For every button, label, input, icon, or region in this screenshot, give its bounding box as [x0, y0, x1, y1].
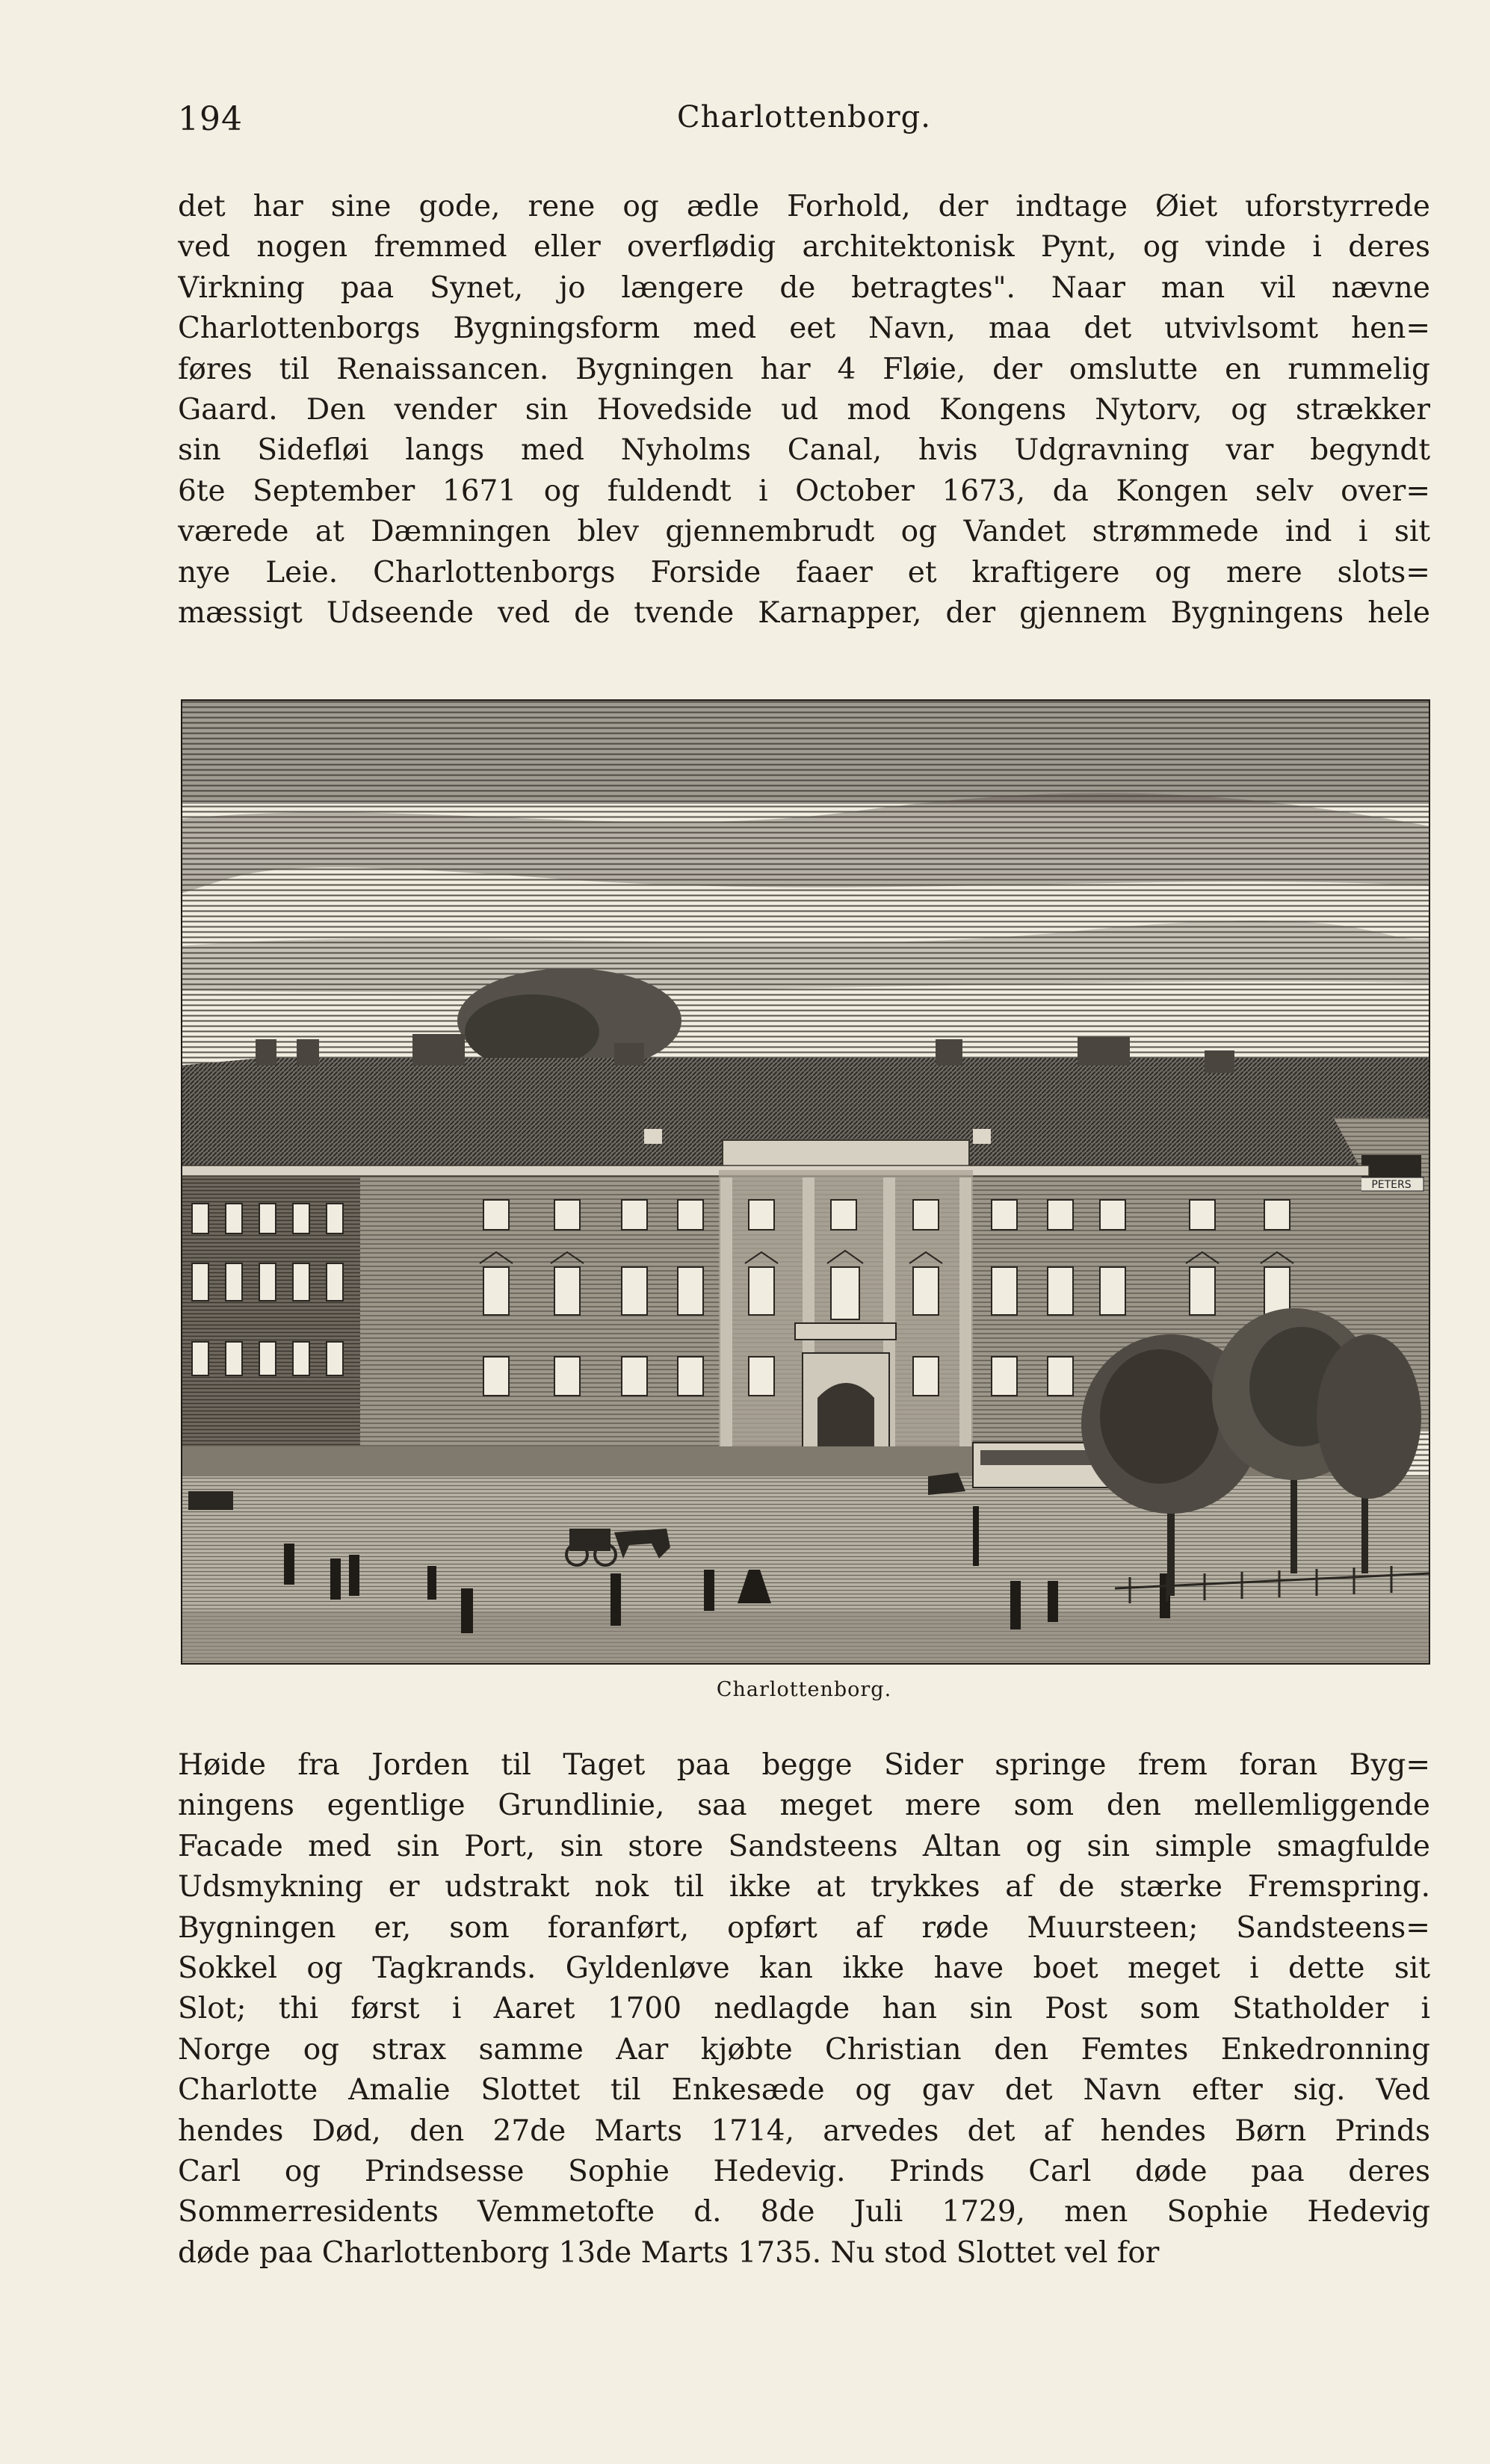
text-line: Sommerresidents Vemmetofte d. 8de Juli 1729, men Sophie Hedevig [178, 2195, 1430, 2229]
text-line: Slot; thi først i Aaret 1700 nedlagde han sin Post som Statholder i [178, 1992, 1430, 2026]
text-line: Sokkel og Tagkrands. Gyldenløve kan ikke have boet meget i dette sit [178, 1951, 1430, 1985]
text-line: Udsmykning er udstrakt nok til ikke at trykkes af de stærke Fremspring. [178, 1870, 1430, 1904]
engraving-illustration [181, 699, 1430, 1665]
text-line: mæssigt Udseende ved de tvende Karnapper, der gjennem Bygningens hele [178, 595, 1430, 630]
text-line: Facade med sin Port, sin store Sandsteens Altan og sin simple smagfulde [178, 1829, 1430, 1863]
body-text-bottom [178, 1745, 1430, 2273]
text-line: ved nogen fremmed eller overflødig architektonisk Pynt, og vinde i deres [178, 230, 1430, 264]
shop-sign-text: PETERS [1371, 1179, 1412, 1191]
text-line: Carl og Prindsesse Sophie Hedevig. Prinds Carl døde paa deres [178, 2154, 1430, 2188]
text-line: Bygningen er, som foranført, opført af røde Muursteen; Sandsteens= [178, 1910, 1430, 1945]
text-line: føres til Renaissancen. Bygningen har 4 Fløie, der omslutte en rummelig [178, 352, 1430, 386]
text-line: Charlotte Amalie Slottet til Enkesæde og gav det Navn efter sig. Ved [178, 2073, 1430, 2108]
text-line: Charlottenborgs Bygningsform med eet Navn, maa det utvivlsomt hen= [178, 312, 1430, 346]
page-number: 194 [178, 100, 243, 138]
text-line: Norge og strax samme Aar kjøbte Christian den Femtes Enkedronning [178, 2032, 1430, 2067]
text-line: værede at Dæmningen blev gjennembrudt og Vandet strømmede ind i sit [178, 515, 1430, 549]
text-line: 6te September 1671 og fuldendt i October 1673, da Kongen selv over= [178, 474, 1430, 508]
body-text-top [178, 187, 1430, 634]
text-line: det har sine gode, rene og ædle Forhold, der indtage Øiet uforstyrrede [178, 190, 1430, 223]
text-line: Virkning paa Synet, jo længere de betragtes". Naar man vil nævne [178, 270, 1430, 305]
figure-caption: Charlottenborg. [716, 1678, 892, 1701]
running-title: Charlottenborg. [677, 100, 931, 134]
text-line: hendes Død, den 27de Marts 1714, arvedes det af hendes Børn Prinds [178, 2114, 1430, 2148]
text-line: sin Sidefløi langs med Nyholms Canal, hvis Udgravning var begyndt [178, 433, 1430, 468]
page-header [178, 96, 1430, 148]
text-line: nye Leie. Charlottenborgs Forside faaer et kraftigere og mere slots= [178, 555, 1430, 589]
text-line: Høide fra Jorden til Taget paa begge Sider springe frem foran Byg= [178, 1748, 1430, 1782]
text-line: ningens egentlige Grundlinie, saa meget mere som den mellemliggende [178, 1789, 1430, 1823]
text-line: Gaard. Den vender sin Hovedside ud mod Kongens Nytorv, og strækker [178, 392, 1430, 427]
text-line: døde paa Charlottenborg 13de Marts 1735. Nu stod Slottet vel for [178, 2235, 1160, 2270]
engraving-charlottenborg-palace [181, 699, 1430, 1665]
